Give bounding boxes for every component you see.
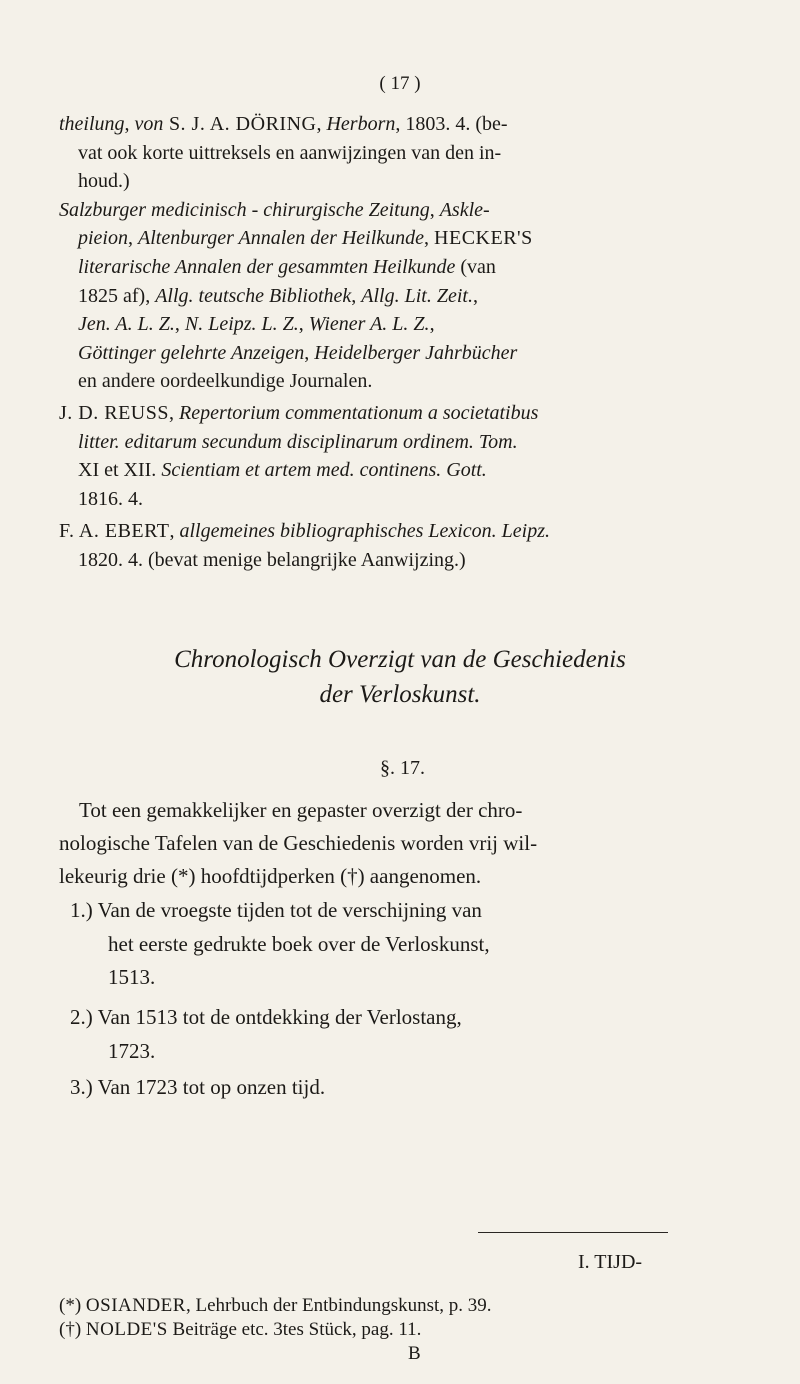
reference-text: , [424,227,435,250]
reference-text: , [168,402,179,424]
reference-line [59,198,490,222]
signature-mark: B [408,1343,421,1364]
reference-line [59,112,508,136]
reference-text: allgemeines bibliographisches Lexicon. Leipz. [179,520,551,543]
reference-text: F. A. EBERT [59,520,170,543]
reference-text: Göttinger gelehrte Anzeigen [78,341,305,364]
footnote-1-mark: (*) [59,1295,86,1316]
reference-text: Allg. Lit. Zeit. [361,284,473,307]
footnote-rule [478,1232,668,1233]
reference-text: Salzburger medicinisch - chirurgische Zeitung [59,198,430,221]
reference-text: J. D. REUSS [59,402,169,424]
reference-text: , [174,313,185,336]
reference-text: , [304,341,315,364]
reference-text: , [169,520,180,543]
reference-text: 1820. 4. (bevat menige belangrijke Aanwijzing.) [78,549,466,571]
footnote-2-author: NOLDE'S [85,1319,168,1340]
footnote-1-author: OSIANDER [85,1295,186,1316]
body-line-3: lekeurig drie (*) hoofdtijdperken (†) aangenomen. [59,864,482,888]
reference-text: Repertorium commentationum a societatibus [178,402,539,424]
footnote-2 [59,1319,421,1341]
reference-text: Allg. teutsche Bibliothek [155,284,352,307]
period-2-line-2: 1723. [108,1039,156,1063]
page-number: ( 17 ) [379,73,421,94]
reference-text: , [124,113,135,135]
footnote-2-text: Beiträge etc. 3tes Stück, pag. 11. [167,1319,422,1340]
reference-text: , 1803. 4. (be- [395,113,508,135]
section-heading-line-2: der Verloskunst. [319,681,481,708]
reference-text: Jen. A. L. Z. [78,313,175,336]
body-line-1: Tot een gemakkelijker en gepaster overzigt der chro- [79,798,523,822]
footnote-2-mark: (†) [59,1319,86,1340]
reference-text: , [128,227,138,250]
reference-line [78,341,517,365]
reference-line [78,487,143,511]
reference-text: 1825 af), [78,284,156,307]
reference-text: HECKER'S [434,227,533,250]
reference-text: (van [455,256,496,278]
reference-text: , [429,313,435,336]
reference-text: Altenburger Annalen der Heilkunde [138,227,425,250]
reference-line [59,519,550,543]
reference-line [78,141,501,165]
reference-line [78,284,478,308]
reference-line [78,169,130,193]
reference-text: houd.) [78,170,130,193]
reference-line [78,458,487,482]
reference-text: literarische Annalen der gesammten Heilkunde [78,256,456,278]
period-1-line-2: het eerste gedrukte boek over de Verloskunst, [108,932,490,956]
footnote-1-text: , Lehrbuch der Entbindungskunst, p. 39. [185,1295,492,1316]
footnote-1 [59,1295,492,1317]
reference-line [78,430,518,454]
reference-line [59,401,538,425]
paragraph-number: §. 17. [380,757,425,779]
reference-text: vat ook korte uittreksels en aanwijzingen van den in- [78,141,502,164]
reference-text: S. J. A. DÖRING [163,113,317,135]
reference-line [78,548,466,572]
catchword: I. TIJD- [578,1251,643,1273]
period-3-line-1: 3.) Van 1723 tot op onzen tijd. [70,1075,326,1099]
reference-line [78,226,533,250]
reference-text: litter. editarum secundum disciplinarum ordinem. Tom. [78,430,518,453]
reference-text: Askle- [439,198,490,221]
period-2-line-1: 2.) Van 1513 tot de ontdekking der Verlostang, [70,1005,462,1029]
section-heading-line-1: Chronologisch Overzigt van de Geschiedenis [174,646,626,673]
reference-line [78,369,372,393]
reference-text: pieion [78,227,128,250]
reference-text: Scientiam et artem med. continens. Gott. [161,459,487,482]
period-1-line-3: 1513. [108,965,156,989]
reference-text: , [316,113,327,135]
reference-text: Wiener A. L. Z. [308,313,430,336]
reference-text: Heidelberger Jahrbücher [314,341,518,364]
reference-line [78,255,496,279]
reference-line [78,312,435,336]
reference-text: XI et XII. [78,459,162,482]
reference-text: , [298,313,309,336]
reference-text: Herborn [326,113,396,135]
reference-text: , [429,198,440,221]
period-1-line-1: 1.) Van de vroegste tijden tot de verschijning van [70,898,482,922]
reference-text: N. Leipz. L. Z. [184,313,299,336]
reference-text: theilung [59,113,125,135]
reference-text: 1816. 4. [78,487,143,510]
body-line-2: nologische Tafelen van de Geschiedenis worden vrij wil- [59,831,538,855]
reference-text: en andere oordeelkundige Journalen. [78,370,373,393]
reference-text: , [472,284,478,307]
reference-text: , [351,284,362,307]
reference-text: von [134,113,164,135]
